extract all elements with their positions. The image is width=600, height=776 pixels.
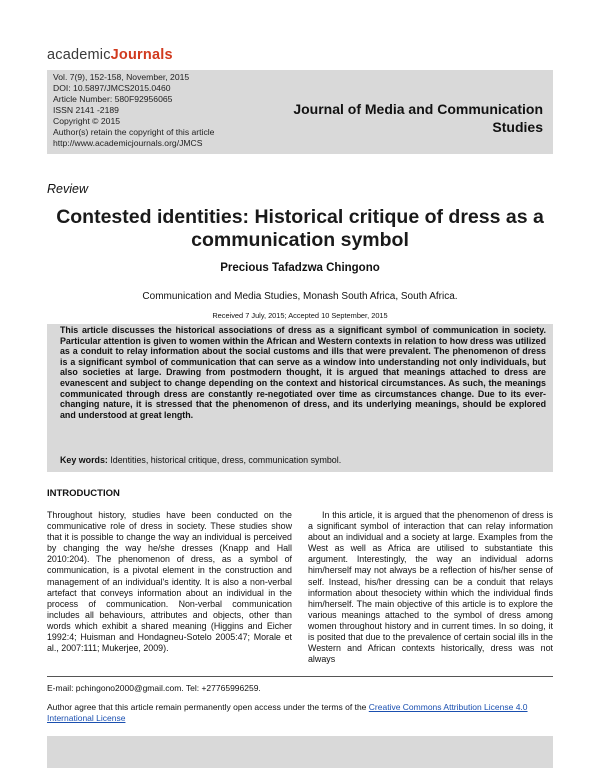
journal-title-line1: Journal of Media and Communication (293, 101, 543, 117)
article-title: Contested identities: Historical critique of dress as a communication symbol (56, 206, 544, 251)
keywords-list: Identities, historical critique, dress, communication symbol. (110, 455, 342, 465)
publisher-logo (47, 47, 173, 63)
body-column-left: Throughout history, studies have been conducted on the communicative role of dress in society. These studies show that it is possible to change the way an individual is perceived by changing the way he/she dresses (Knapp and Hall 2010:204). The phenomenon of dress, as a symbol of communication, is a pivotal element in the construction and management of an individual's identity. It is also a non-verbal artefact that conveys information about an individual in the process of communication. Non-verbal communication includes all behaviours, attributes and objects, other than words which exhibit a shared meaning (Higgins and Eicher 1992:4; Huisman and Hondagneu-Sotelo 2005:47; Morale et al., 2007:111; Mukerjee, 2009). (47, 510, 292, 654)
meta-rights: Author(s) retain the copyright of this article (53, 127, 215, 137)
article-type: Review (47, 182, 88, 196)
meta-volume: Vol. 7(9), 152-158, November, 2015 (53, 72, 190, 82)
author-name: Precious Tafadzwa Chingono (220, 262, 380, 274)
article-meta (53, 72, 214, 149)
meta-article-number: Article Number: 580F92956065 (53, 94, 173, 104)
logo-suffix: Journals (110, 47, 173, 63)
meta-copyright: Copyright © 2015 (53, 116, 121, 126)
footnote-divider (47, 676, 553, 677)
journal-title-line2: Studies (492, 119, 543, 135)
license-notice (47, 702, 553, 724)
logo-prefix: academic (47, 47, 111, 63)
corresponding-email: E-mail: pchingono2000@gmail.com. Tel: +27765996259. (47, 683, 261, 693)
received-dates: Received 7 July, 2015; Accepted 10 September, 2015 (212, 311, 388, 320)
meta-issn: ISSN 2141 -2189 (53, 105, 119, 115)
license-link[interactable]: Creative Commons Attribution License 4.0 International License (47, 702, 528, 723)
keywords-label: Key words: (60, 455, 108, 465)
meta-doi: DOI: 10.5897/JMCS2015.0460 (53, 83, 171, 93)
author-affiliation: Communication and Media Studies, Monash South Africa, South Africa. (142, 291, 458, 302)
abstract-text: This article discusses the historical associations of dress as a significant symbol of communication in society. Particular attention is given to women within the African and Western contexts in relation to how dress was utilized as a conduit to relay information about the social customs and ills that were prevalent. The phenomenon of dress is a significant symbol of communication that can serve as a window into understanding not only individuals, but also societies at large. Drawing from postmodern thought, it is argued that meanings attached to dress are evanescent and subject to change depending on the context and historical circumstances. As such, the meanings communicated through dress are constantly re-negotiated over time as circumstances change. Due to its ever-changing nature, it is stressed that the phenomenon of dress, and its underlying meanings, should be explored and understood at great length. (60, 325, 546, 420)
license-text: Author agree that this article remain permanently open access under the terms of the (47, 702, 367, 712)
meta-url[interactable]: http://www.academicjournals.org/JMCS (53, 138, 203, 148)
section-heading-introduction: INTRODUCTION (47, 488, 120, 499)
journal-title (283, 100, 543, 136)
body-column-right: In this article, it is argued that the phenomenon of dress is a significant symbol of interaction that can relay information about an individual and a society at large. Examples from the West as well as Africa are utilised to substantiate this argument. Interestingly, the way an individual adorns him/herself may not always be a reflection of his/her sense of self. Instead, his/her dressing can be a conduit that relays information about thesociety within which the individual finds him/herself. The main objective of this article is to explore the various meanings attached to the symbol of dress among women throughout history and in current times. In so doing, it is posited that due to the prevalence of certain social ills in the Western and African contexts historically, dress was not always (308, 510, 553, 665)
license-box (47, 736, 553, 768)
keywords (60, 455, 546, 465)
